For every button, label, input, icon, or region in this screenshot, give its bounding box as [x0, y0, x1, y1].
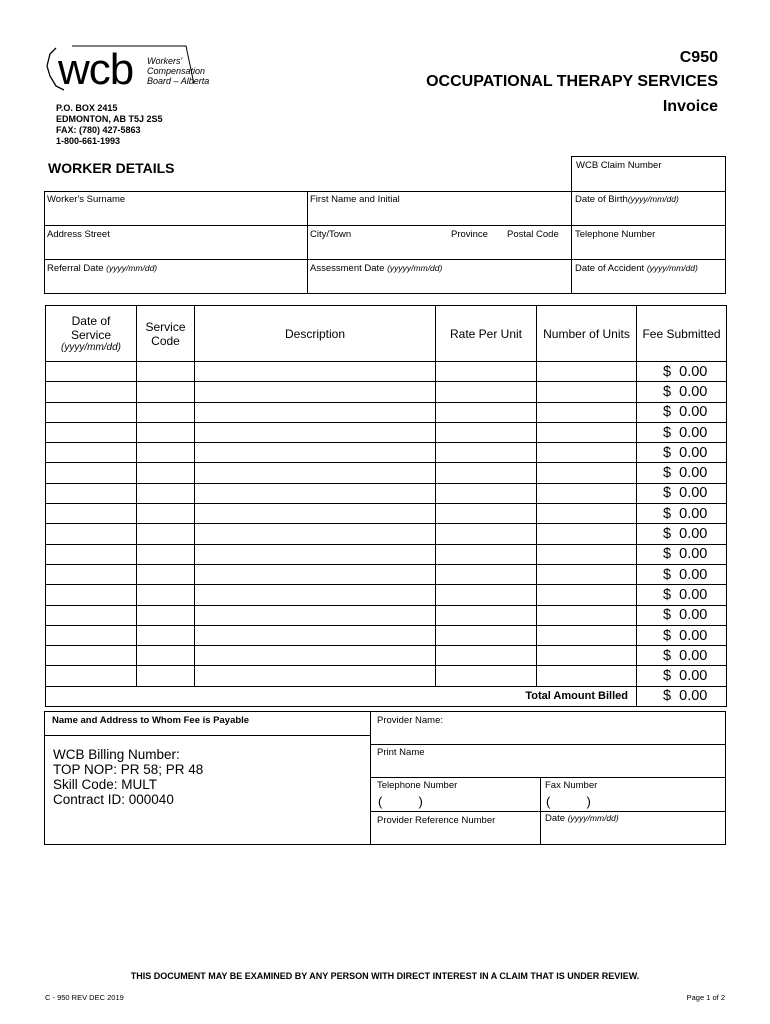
table-row — [46, 483, 727, 503]
fax-field[interactable] — [540, 777, 726, 811]
service-date-cell[interactable] — [46, 422, 137, 442]
city-label: City/Town — [310, 229, 352, 240]
fee-cell[interactable]: $ 0.00 — [637, 585, 727, 605]
service-code-cell[interactable] — [137, 625, 195, 645]
provider-name-label: Provider Name: — [377, 715, 443, 726]
postal-code-label: Postal Code — [507, 229, 559, 240]
form-title: OCCUPATIONAL THERAPY SERVICES — [426, 73, 718, 90]
table-row — [46, 524, 727, 544]
rate-cell[interactable] — [436, 422, 537, 442]
table-row — [46, 402, 727, 422]
payable-line: WCB Billing Number: — [53, 747, 180, 762]
first-name-label: First Name and Initial — [310, 194, 400, 205]
units-cell[interactable] — [537, 585, 637, 605]
rate-cell[interactable] — [436, 382, 537, 402]
payable-section[interactable] — [44, 711, 370, 845]
payable-line: Contract ID: 000040 — [53, 792, 174, 807]
provider-date-label: Date (yyyy/mm/dd) — [545, 813, 619, 824]
col-service-code: Service Code — [137, 306, 195, 362]
rate-cell[interactable] — [436, 483, 537, 503]
service-code-cell[interactable] — [137, 463, 195, 483]
table-row — [46, 504, 727, 524]
revision-code: C - 950 REV DEC 2019 — [45, 993, 124, 1002]
provider-reference-field[interactable] — [370, 811, 540, 845]
accident-date-label: Date of Accident (yyyy/mm/dd) — [575, 263, 698, 274]
logo-line: Workers' — [147, 56, 183, 66]
print-name-label: Print Name — [377, 747, 425, 758]
table-row — [46, 625, 727, 645]
service-code-cell[interactable] — [137, 402, 195, 422]
first-name-field[interactable] — [307, 191, 571, 225]
wcb-logo — [44, 44, 214, 94]
referral-date-field[interactable] — [44, 259, 307, 293]
service-code-cell[interactable] — [137, 443, 195, 463]
assessment-date-label: Assessment Date (yyyyy/mm/dd) — [310, 263, 443, 274]
service-code-cell[interactable] — [137, 422, 195, 442]
units-cell[interactable] — [537, 504, 637, 524]
service-date-cell[interactable] — [46, 402, 137, 422]
description-cell[interactable] — [195, 585, 436, 605]
service-date-cell[interactable] — [46, 625, 137, 645]
table-row — [46, 463, 727, 483]
service-date-cell[interactable] — [46, 443, 137, 463]
table-row — [46, 666, 727, 686]
provider-date-field[interactable] — [540, 811, 726, 845]
logo-wordmark: wcb — [58, 45, 134, 94]
fee-cell[interactable]: $ 0.00 — [637, 463, 727, 483]
total-amount-field[interactable]: $ 0.00 — [637, 686, 727, 706]
description-cell[interactable] — [195, 504, 436, 524]
table-row — [46, 362, 727, 382]
service-code-cell[interactable] — [137, 564, 195, 584]
units-cell[interactable] — [537, 443, 637, 463]
fee-cell[interactable]: $ 0.00 — [637, 646, 727, 666]
rate-cell[interactable] — [436, 463, 537, 483]
service-code-cell[interactable] — [137, 362, 195, 382]
service-code-cell[interactable] — [137, 605, 195, 625]
table-row — [46, 382, 727, 402]
dob-field[interactable] — [571, 191, 726, 225]
description-cell[interactable] — [195, 666, 436, 686]
description-cell[interactable] — [195, 382, 436, 402]
fee-cell[interactable]: $ 0.00 — [637, 544, 727, 564]
units-cell[interactable] — [537, 625, 637, 645]
table-row — [46, 605, 727, 625]
col-description: Description — [195, 306, 436, 362]
surname-field[interactable] — [44, 191, 307, 225]
claim-number-label: WCB Claim Number — [576, 160, 662, 171]
rate-cell[interactable] — [436, 646, 537, 666]
services-table — [45, 305, 727, 707]
rate-cell[interactable] — [436, 605, 537, 625]
service-code-cell[interactable] — [137, 585, 195, 605]
fax-area-code: ( ) — [546, 794, 591, 809]
description-cell[interactable] — [195, 443, 436, 463]
units-cell[interactable] — [537, 666, 637, 686]
org-address — [56, 103, 163, 147]
service-code-cell[interactable] — [137, 382, 195, 402]
units-cell[interactable] — [537, 483, 637, 503]
address-line: 1-800-661-1993 — [56, 136, 121, 146]
units-cell[interactable] — [537, 402, 637, 422]
description-cell[interactable] — [195, 362, 436, 382]
service-code-cell[interactable] — [137, 483, 195, 503]
rate-cell[interactable] — [436, 402, 537, 422]
telephone-label: Telephone Number — [575, 229, 656, 240]
description-cell[interactable] — [195, 544, 436, 564]
address-field[interactable] — [44, 225, 307, 259]
units-cell[interactable] — [537, 463, 637, 483]
fee-cell[interactable]: $ 0.00 — [637, 625, 727, 645]
rate-cell[interactable] — [436, 524, 537, 544]
address-label: Address Street — [47, 229, 110, 240]
units-cell[interactable] — [537, 605, 637, 625]
table-row — [46, 422, 727, 442]
print-name-field[interactable] — [370, 744, 726, 777]
table-row — [46, 646, 727, 666]
service-date-cell[interactable] — [46, 605, 137, 625]
address-line: EDMONTON, AB T5J 2S5 — [56, 114, 163, 124]
units-cell[interactable] — [537, 564, 637, 584]
rate-cell[interactable] — [436, 544, 537, 564]
fee-cell[interactable]: $ 0.00 — [637, 504, 727, 524]
col-date: Date of Service (yyyy/mm/dd) — [46, 306, 137, 362]
fee-cell[interactable]: $ 0.00 — [637, 382, 727, 402]
form-code: C950 — [679, 49, 718, 66]
table-header-row — [46, 306, 727, 362]
service-date-cell[interactable] — [46, 646, 137, 666]
fee-cell[interactable]: $ 0.00 — [637, 422, 727, 442]
address-line: FAX: (780) 427-5863 — [56, 125, 141, 135]
provider-telephone-label: Telephone Number — [377, 780, 458, 791]
service-date-cell[interactable] — [46, 483, 137, 503]
service-date-cell[interactable] — [46, 382, 137, 402]
service-date-cell[interactable] — [46, 463, 137, 483]
fee-cell[interactable]: $ 0.00 — [637, 605, 727, 625]
description-cell[interactable] — [195, 524, 436, 544]
form-subtitle: Invoice — [662, 98, 718, 115]
page-number: Page 1 of 2 — [686, 993, 725, 1002]
provider-reference-label: Provider Reference Number — [377, 815, 496, 826]
col-rate: Rate Per Unit — [436, 306, 537, 362]
service-date-cell[interactable] — [46, 362, 137, 382]
fee-cell[interactable]: $ 0.00 — [637, 564, 727, 584]
table-row — [46, 585, 727, 605]
description-cell[interactable] — [195, 564, 436, 584]
provider-name-field[interactable] — [370, 711, 726, 744]
provider-telephone-field[interactable] — [370, 777, 540, 811]
fax-label: Fax Number — [545, 780, 598, 791]
description-cell[interactable] — [195, 422, 436, 442]
province-label: Province — [451, 229, 488, 240]
payable-heading: Name and Address to Whom Fee is Payable — [52, 715, 250, 726]
col-units: Number of Units — [537, 306, 637, 362]
description-cell[interactable] — [195, 402, 436, 422]
rate-cell[interactable] — [436, 443, 537, 463]
description-cell[interactable] — [195, 463, 436, 483]
service-code-cell[interactable] — [137, 666, 195, 686]
units-cell[interactable] — [537, 544, 637, 564]
description-cell[interactable] — [195, 483, 436, 503]
rate-cell[interactable] — [436, 625, 537, 645]
total-row — [46, 686, 727, 706]
table-row — [46, 564, 727, 584]
city-field[interactable] — [307, 225, 571, 259]
dob-label: Date of Birth(yyyy/mm/dd) — [575, 194, 679, 205]
fee-cell[interactable]: $ 0.00 — [637, 666, 727, 686]
fee-cell[interactable]: $ 0.00 — [637, 483, 727, 503]
logo-line: Compensation — [147, 66, 206, 76]
service-date-cell[interactable] — [46, 544, 137, 564]
accident-date-field[interactable] — [571, 259, 726, 293]
telephone-area-code: ( ) — [378, 794, 423, 809]
table-row — [46, 544, 727, 564]
service-code-cell[interactable] — [137, 544, 195, 564]
fee-cell[interactable]: $ 0.00 — [637, 362, 727, 382]
col-fee: Fee Submitted — [637, 306, 727, 362]
service-date-cell[interactable] — [46, 564, 137, 584]
worker-details-heading: WORKER DETAILS — [48, 160, 175, 176]
service-date-cell[interactable] — [46, 524, 137, 544]
service-date-cell[interactable] — [46, 504, 137, 524]
rate-cell[interactable] — [436, 666, 537, 686]
telephone-field[interactable] — [571, 225, 726, 259]
claim-number-field[interactable] — [571, 156, 726, 192]
units-cell[interactable] — [537, 422, 637, 442]
description-cell[interactable] — [195, 646, 436, 666]
units-cell[interactable] — [537, 362, 637, 382]
fee-cell[interactable]: $ 0.00 — [637, 443, 727, 463]
service-code-cell[interactable] — [137, 524, 195, 544]
rate-cell[interactable] — [436, 564, 537, 584]
service-date-cell[interactable] — [46, 666, 137, 686]
rate-cell[interactable] — [436, 585, 537, 605]
table-row — [46, 443, 727, 463]
surname-label: Worker's Surname — [47, 194, 126, 205]
payable-line: TOP NOP: PR 58; PR 48 — [53, 762, 204, 777]
units-cell[interactable] — [537, 382, 637, 402]
service-code-cell[interactable] — [137, 504, 195, 524]
payable-line: Skill Code: MULT — [53, 777, 158, 792]
assessment-date-field[interactable] — [307, 259, 571, 293]
service-date-cell[interactable] — [46, 585, 137, 605]
units-cell[interactable] — [537, 646, 637, 666]
description-cell[interactable] — [195, 625, 436, 645]
rate-cell[interactable] — [436, 504, 537, 524]
referral-date-label: Referral Date (yyyy/mm/dd) — [47, 263, 158, 274]
units-cell[interactable] — [537, 524, 637, 544]
service-code-cell[interactable] — [137, 646, 195, 666]
review-notice: THIS DOCUMENT MAY BE EXAMINED BY ANY PERSON WITH DIRECT INTEREST IN A CLAIM THAT IS UNDER REVIEW. — [130, 971, 640, 981]
total-label: Total Amount Billed — [46, 686, 637, 706]
fee-cell[interactable]: $ 0.00 — [637, 524, 727, 544]
address-line: P.O. BOX 2415 — [56, 103, 118, 113]
rate-cell[interactable] — [436, 362, 537, 382]
description-cell[interactable] — [195, 605, 436, 625]
logo-line: Board – Alberta — [147, 76, 210, 86]
fee-cell[interactable]: $ 0.00 — [637, 402, 727, 422]
